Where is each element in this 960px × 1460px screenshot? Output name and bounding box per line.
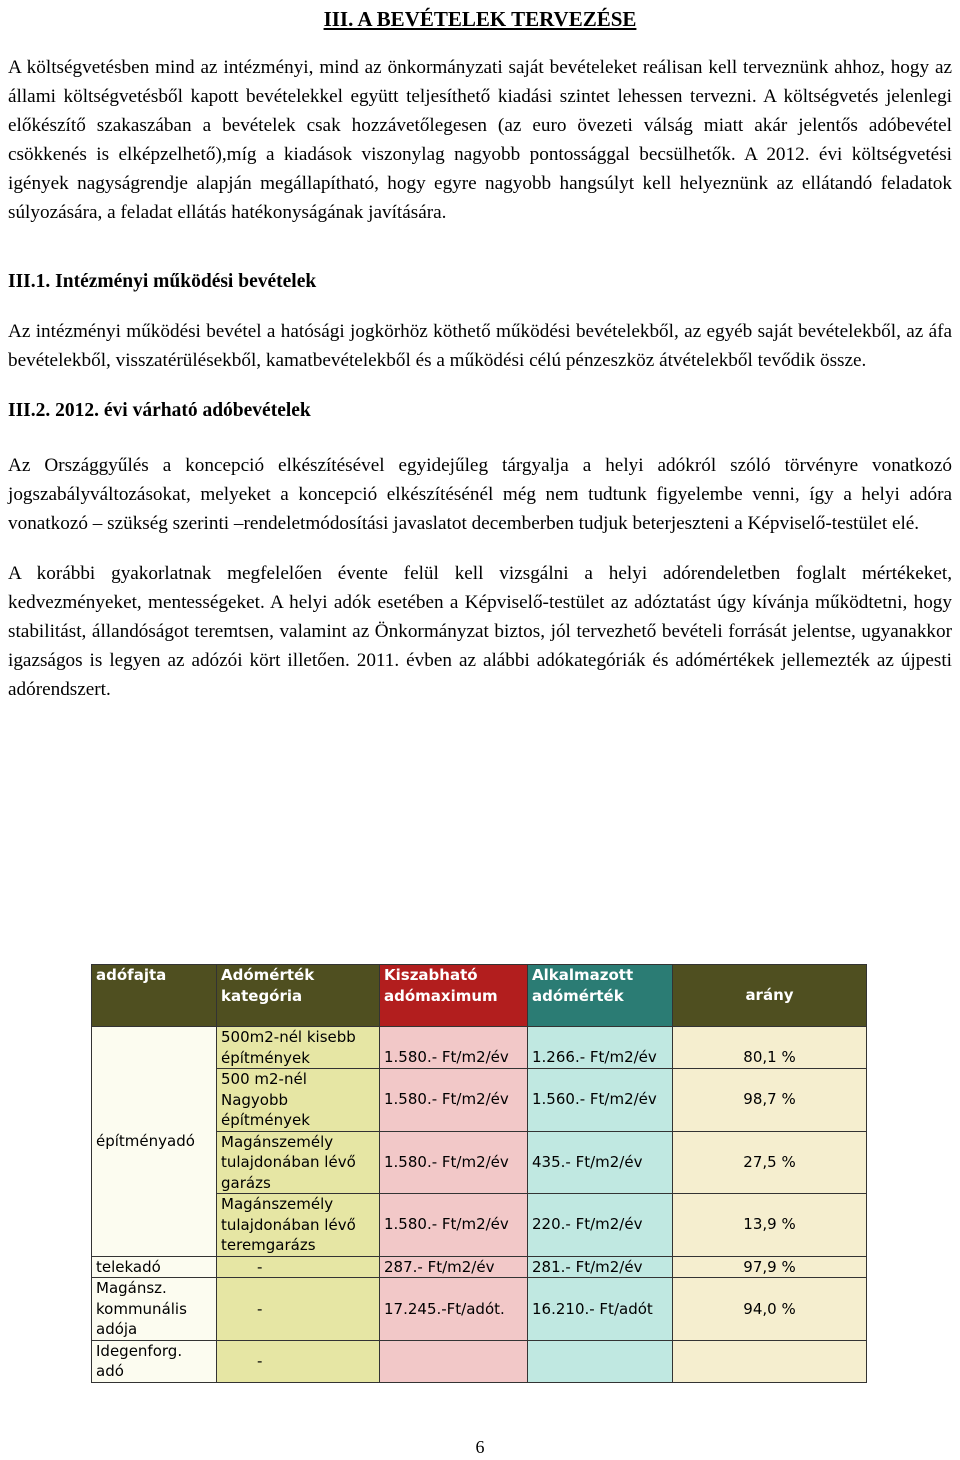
applied-rate-cell — [528, 1340, 673, 1382]
applied-rate-cell: 1.266.- Ft/m2/év — [528, 1027, 673, 1069]
rate-category-cell: - — [217, 1340, 380, 1382]
max-rate-cell: 1.580.- Ft/m2/év — [380, 1027, 528, 1069]
section-2-paragraph-1: Az Országgyűlés a koncepció elkészítésével egyidejűleg tárgyalja a helyi adókról szóló törvényre vonatkozó jogszabályváltozásokat, melyeket a koncepció elkészítésénél még nem tudtunk figyelembe venni, így a helyi adóra vonatkozó – szükség szerinti –rendeletmódosítási javaslatot decemberben tudjuk beterjeszteni a Képviselő-testület elé. — [8, 455, 952, 534]
applied-rate-cell: 281.- Ft/m2/év — [528, 1256, 673, 1278]
ratio-cell: 97,9 % — [673, 1256, 867, 1278]
ratio-cell: 27,5 % — [673, 1131, 867, 1194]
max-rate-cell: 1.580.- Ft/m2/év — [380, 1131, 528, 1194]
header-max-rate: Kiszabható adómaximum — [380, 965, 528, 1027]
rate-category-cell: - — [217, 1278, 380, 1341]
ratio-cell: 80,1 % — [673, 1027, 867, 1069]
max-rate-cell: 17.245.-Ft/adót. — [380, 1278, 528, 1341]
tax-type-cell: Idegenforg. adó — [92, 1340, 217, 1382]
table-row — [92, 1278, 867, 1341]
page-number: 6 — [475, 1437, 485, 1457]
intro-paragraph: A költségvetésben mind az intézményi, mind az önkormányzati saját bevételeket reálisan kell terveznünk ahhoz, hogy az állami költségvetésből kapott bevételekkel együtt teljesíthető kiadási szintet lehessen tervezni. A költségvetés jelenlegi előkészítő szakaszában a bevételek csak hozzávetőlegesen (az euro övezeti válság miatt akár jelentős adóbevétel csökkenés is elképzelhető),míg a kiadások viszonylag nagyobb pontossággal becsülhetők. A 2012. évi költségvetési igények nagyságrendje alapján megállapítható, hogy egyre nagyobb hangsúlyt kell helyeznünk az ellátandó feladatok súlyozására, a feladat ellátás hatékonyságának javítására. — [8, 57, 952, 223]
applied-rate-cell: 1.560.- Ft/m2/év — [528, 1069, 673, 1132]
max-rate-cell: 1.580.- Ft/m2/év — [380, 1069, 528, 1132]
applied-rate-cell: 220.- Ft/m2/év — [528, 1194, 673, 1257]
header-tax-type: adófajta — [92, 965, 217, 1027]
header-rate-category: Adómérték kategória — [217, 965, 380, 1027]
max-rate-cell: 1.580.- Ft/m2/év — [380, 1194, 528, 1257]
tax-rates-table — [91, 964, 867, 1383]
ratio-cell: 13,9 % — [673, 1194, 867, 1257]
tax-type-cell: telekadó — [92, 1256, 217, 1278]
max-rate-cell: 287.- Ft/m2/év — [380, 1256, 528, 1278]
main-heading: III. A BEVÉTELEK TERVEZÉSE — [323, 7, 637, 31]
ratio-cell — [673, 1340, 867, 1382]
rate-category-cell: 500m2-nél kisebb építmények — [217, 1027, 380, 1069]
section-1-title: III.1. Intézményi működési bevételek — [8, 271, 317, 292]
table-row — [92, 1027, 867, 1069]
document-page — [8, 0, 952, 704]
tax-type-cell: Magánsz. kommunális adója — [92, 1278, 217, 1341]
applied-rate-cell: 435.- Ft/m2/év — [528, 1131, 673, 1194]
building-tax-label: építményadó — [92, 1027, 217, 1257]
rate-category-cell: - — [217, 1256, 380, 1278]
section-1-paragraph: Az intézményi működési bevétel a hatósági jogkörhöz köthető működési bevételekből, az egyéb saját bevételekből, az áfa bevételekből, visszatérülésekből, kamatbevételekből és a működési célú pénzeszköz átvételekből tevődik össze. — [8, 321, 952, 371]
max-rate-cell — [380, 1340, 528, 1382]
table-row — [92, 1256, 867, 1278]
section-2-paragraph-2: A korábbi gyakorlatnak megfelelően évente felül kell vizsgálni a helyi adórendeletben foglalt mértékeket, kedvezményeket, mentességeket. A helyi adók esetében a Képviselő-testület az adóztatást úgy kívánja működtetni, hogy stabilitást, állandóságot teremtsen, valamint az Önkormányzat biztos, jól tervezhető bevételi forrását jelentse, ugyanakkor igazságos is legyen az adózói kört illetően. 2011. évben az alábbi adókategóriák és adómértékek jellemezték az újpesti adórendszert. — [8, 563, 952, 700]
header-ratio: arány — [673, 965, 867, 1027]
applied-rate-cell: 16.210.- Ft/adót — [528, 1278, 673, 1341]
table-row — [92, 1340, 867, 1382]
ratio-cell: 98,7 % — [673, 1069, 867, 1132]
rate-category-cell: Magánszemély tulajdonában lévő garázs — [217, 1131, 380, 1194]
table-header-row — [92, 965, 867, 1027]
rate-category-cell: 500 m2-nél Nagyobb építmények — [217, 1069, 380, 1132]
rate-category-cell: Magánszemély tulajdonában lévő teremgarázs — [217, 1194, 380, 1257]
ratio-cell: 94,0 % — [673, 1278, 867, 1341]
header-applied-rate: Alkalmazott adómérték — [528, 965, 673, 1027]
section-2-title: III.2. 2012. évi várható adóbevételek — [8, 400, 311, 421]
